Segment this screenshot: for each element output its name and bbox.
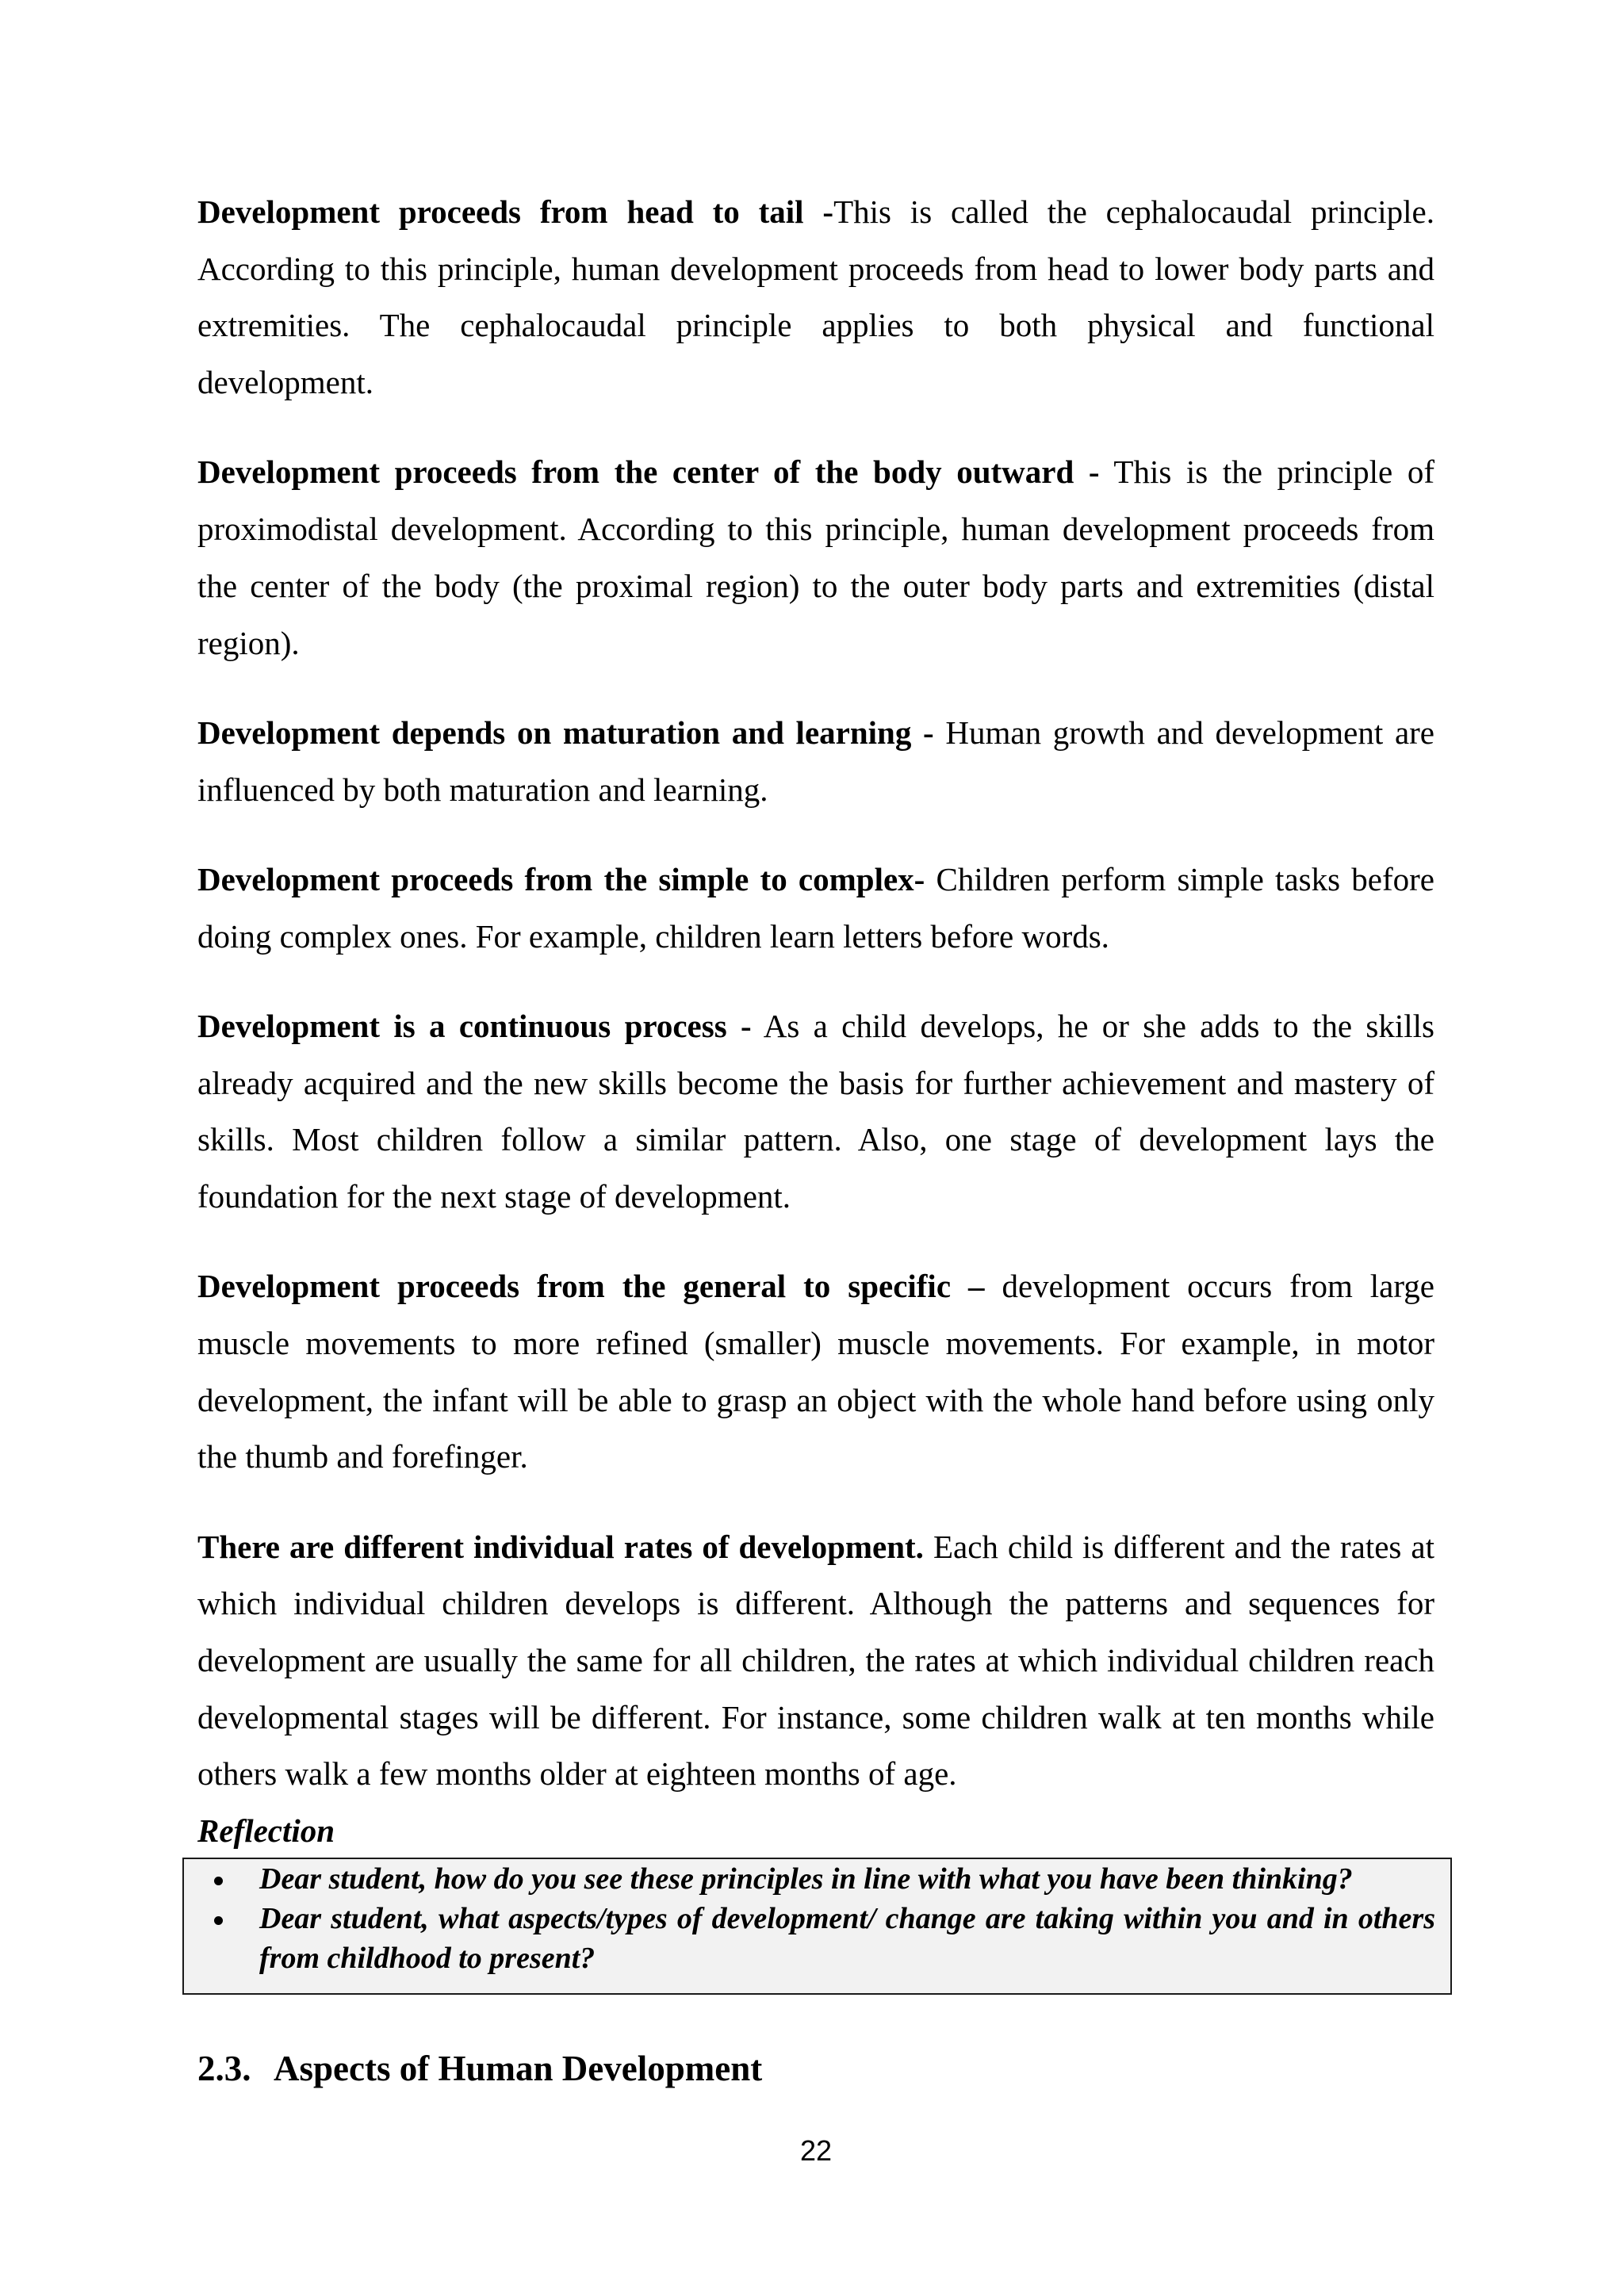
text-line <box>197 444 1434 501</box>
text-line <box>197 1519 1434 1576</box>
paragraph-continuous-process <box>197 998 1434 1226</box>
body-text <box>197 184 1434 1995</box>
principle-title: Development proceeds from the simple to complex- <box>197 860 925 897</box>
text-line: development, the infant will be able to grasp an object with the whole hand before using only <box>197 1381 1434 1418</box>
text-run: Children perform simple tasks before <box>925 860 1434 897</box>
principle-title: Development proceeds from the center of the body outward - <box>197 453 1100 491</box>
section-title: Aspects of Human Development <box>274 2049 763 2088</box>
text-line <box>197 851 1434 909</box>
text-line <box>197 1258 1434 1315</box>
text-line: developmental stages will be different. For instance, some children walk at ten months while <box>197 1698 1434 1735</box>
text-line: others walk a few months older at eighteen months of age. <box>197 1755 957 1793</box>
reflection-label: Reflection <box>197 1812 335 1850</box>
text-line: development. <box>197 364 374 401</box>
question-line: Dear student, what aspects/types of development/ change are taking within you and in others <box>259 1901 1435 1935</box>
text-run: Human growth and development are <box>933 714 1434 751</box>
text-line: influenced by both maturation and learning. <box>197 771 768 808</box>
text-line: extremities. The cephalocaudal principle applies to both physical and functional <box>197 307 1434 344</box>
text-line: doing complex ones. For example, children learn letters before words. <box>197 917 1109 955</box>
reflection-box <box>182 1858 1452 1995</box>
section-number: 2.3. <box>197 2049 251 2088</box>
text-run: This is called the cephalocaudal principle. <box>833 193 1434 230</box>
text-line: According to this principle, human development proceeds from head to lower body parts and <box>197 250 1434 287</box>
paragraph-proximodistal-principle <box>197 444 1434 672</box>
bullet-icon <box>214 1916 223 1925</box>
question-line: from childhood to present? <box>259 1941 596 1975</box>
text-run: This is the principle of <box>1099 453 1434 491</box>
text-line: muscle movements to more refined (smaller) muscle movements. For example, in motor <box>197 1324 1434 1361</box>
text-line: region). <box>197 624 300 661</box>
principle-title: Development proceeds from head to tail - <box>197 193 834 230</box>
paragraph-general-to-specific <box>197 1258 1434 1486</box>
paragraph-maturation-and-learning <box>197 705 1434 818</box>
bullet-icon <box>214 1877 223 1885</box>
text-line: already acquired and the new skills become the basis for further achievement and mastery of <box>197 1064 1434 1101</box>
question-line: Dear student, how do you see these principles in line with what you have been thinking? <box>259 1862 1353 1896</box>
text-line: proximodistal development. According to this principle, human development proceeds from <box>197 511 1434 548</box>
principle-title: Development depends on maturation and learning - <box>197 714 934 751</box>
text-line <box>197 998 1434 1055</box>
paragraph-simple-to-complex <box>197 851 1434 965</box>
text-line: which individual children develops is different. Although the patterns and sequences for <box>197 1585 1434 1622</box>
text-line: development are usually the same for all children, the rates at which individual children reach <box>197 1642 1434 1679</box>
text-line <box>197 705 1434 762</box>
principle-title: Development is a continuous process - <box>197 1007 752 1044</box>
section-heading <box>197 2048 762 2089</box>
text-line: skills. Most children follow a similar pattern. Also, one stage of development lays the <box>197 1121 1434 1158</box>
text-line <box>197 184 1434 241</box>
text-run: Each child is different and the rates at <box>923 1528 1434 1565</box>
principle-title: Development proceeds from the general to specific – <box>197 1268 985 1305</box>
text-line: foundation for the next stage of development. <box>197 1177 791 1215</box>
reflection-question <box>184 1899 1450 1978</box>
text-run: development occurs from large <box>984 1268 1434 1305</box>
page-number: 22 <box>799 2134 833 2167</box>
paragraph-cephalocaudal-principle <box>197 184 1434 411</box>
principle-title: There are different individual rates of development. <box>197 1528 924 1565</box>
text-run: As a child develops, he or she adds to the skills <box>751 1007 1434 1044</box>
text-line: the thumb and forefinger. <box>197 1438 528 1475</box>
text-line: the center of the body (the proximal region) to the outer body parts and extremities (distal <box>197 567 1434 604</box>
paragraph-individual-rates <box>197 1519 1434 1804</box>
reflection-question <box>184 1859 1450 1899</box>
